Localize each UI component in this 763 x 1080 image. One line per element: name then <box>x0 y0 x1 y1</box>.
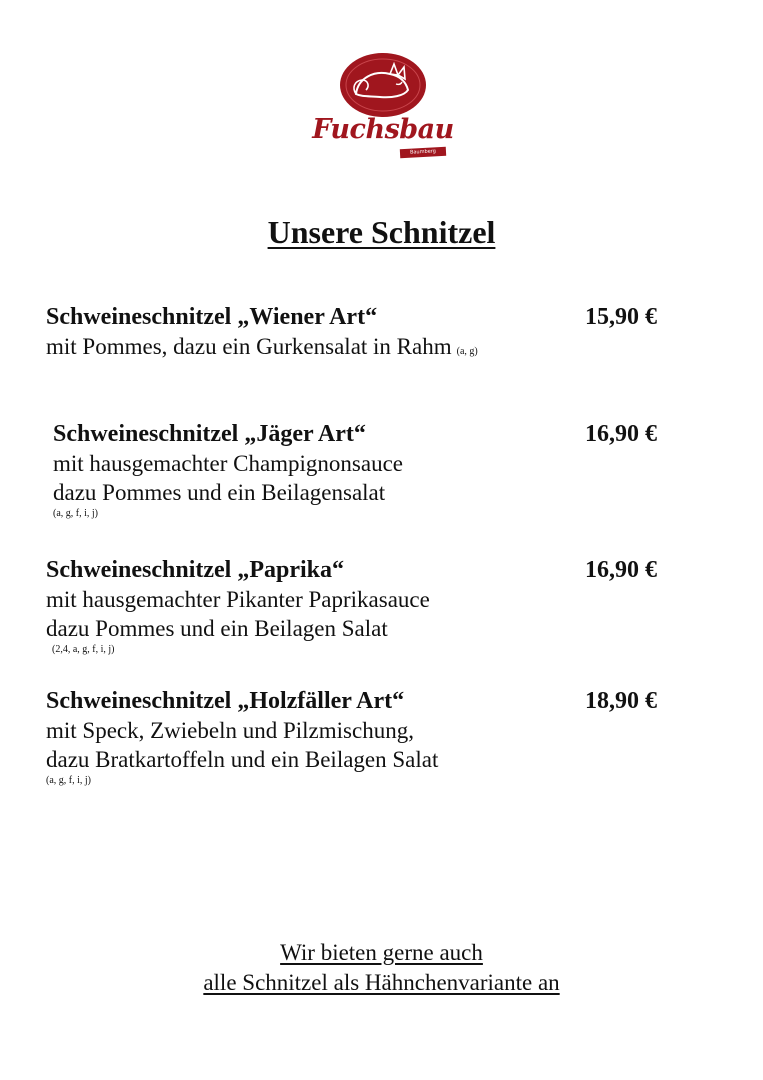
item-name: Schweineschnitzel „Jäger Art“ <box>53 421 366 447</box>
footer-line-1: Wir bieten gerne auch <box>280 940 483 965</box>
item-description: mit hausgemachter Pikanter Paprikasauce <box>46 587 430 612</box>
menu-item <box>46 555 430 657</box>
item-price: 15,90 € <box>585 304 657 330</box>
fuchsbau-logo <box>308 48 458 168</box>
item-description: mit Speck, Zwiebeln und Pilzmischung, <box>46 718 414 743</box>
menu-item <box>46 302 478 366</box>
item-name: Schweineschnitzel „Paprika“ <box>46 557 344 583</box>
item-allergens: (a, g, f, i, j) <box>46 775 91 786</box>
item-description: dazu Pommes und ein Beilagensalat <box>53 480 386 505</box>
chicken-variant-note <box>0 938 763 998</box>
item-price: 18,90 € <box>585 688 657 714</box>
item-description: dazu Bratkartoffeln und ein Beilagen Salat <box>46 747 439 772</box>
item-allergens: (2,4, a, g, f, i, j) <box>52 644 115 655</box>
item-name: Schweineschnitzel „Wiener Art“ <box>46 304 378 330</box>
menu-item <box>53 419 403 521</box>
item-description: dazu Pommes und ein Beilagen Salat <box>46 616 388 641</box>
footer-line-2: alle Schnitzel als Hähnchenvariante an <box>203 970 560 995</box>
fox-emblem-icon <box>308 48 458 118</box>
item-description: mit hausgemachter Champignonsauce <box>53 451 404 476</box>
item-description-text: mit Pommes, dazu ein Gurkensalat in Rahm <box>46 334 452 359</box>
menu-title: Unsere Schnitzel <box>267 214 496 250</box>
item-name: Schweineschnitzel „Holzfäller Art“ <box>46 688 405 714</box>
item-description <box>46 332 478 366</box>
logo-subtitle: Baumberg <box>400 147 446 158</box>
logo-wordmark: Fuchsbau <box>312 114 454 145</box>
item-price: 16,90 € <box>585 421 657 447</box>
item-allergens: (a, g, f, i, j) <box>53 508 98 519</box>
item-allergens: (a, g) <box>456 346 478 357</box>
item-price: 16,90 € <box>585 557 657 583</box>
menu-item <box>46 686 438 788</box>
